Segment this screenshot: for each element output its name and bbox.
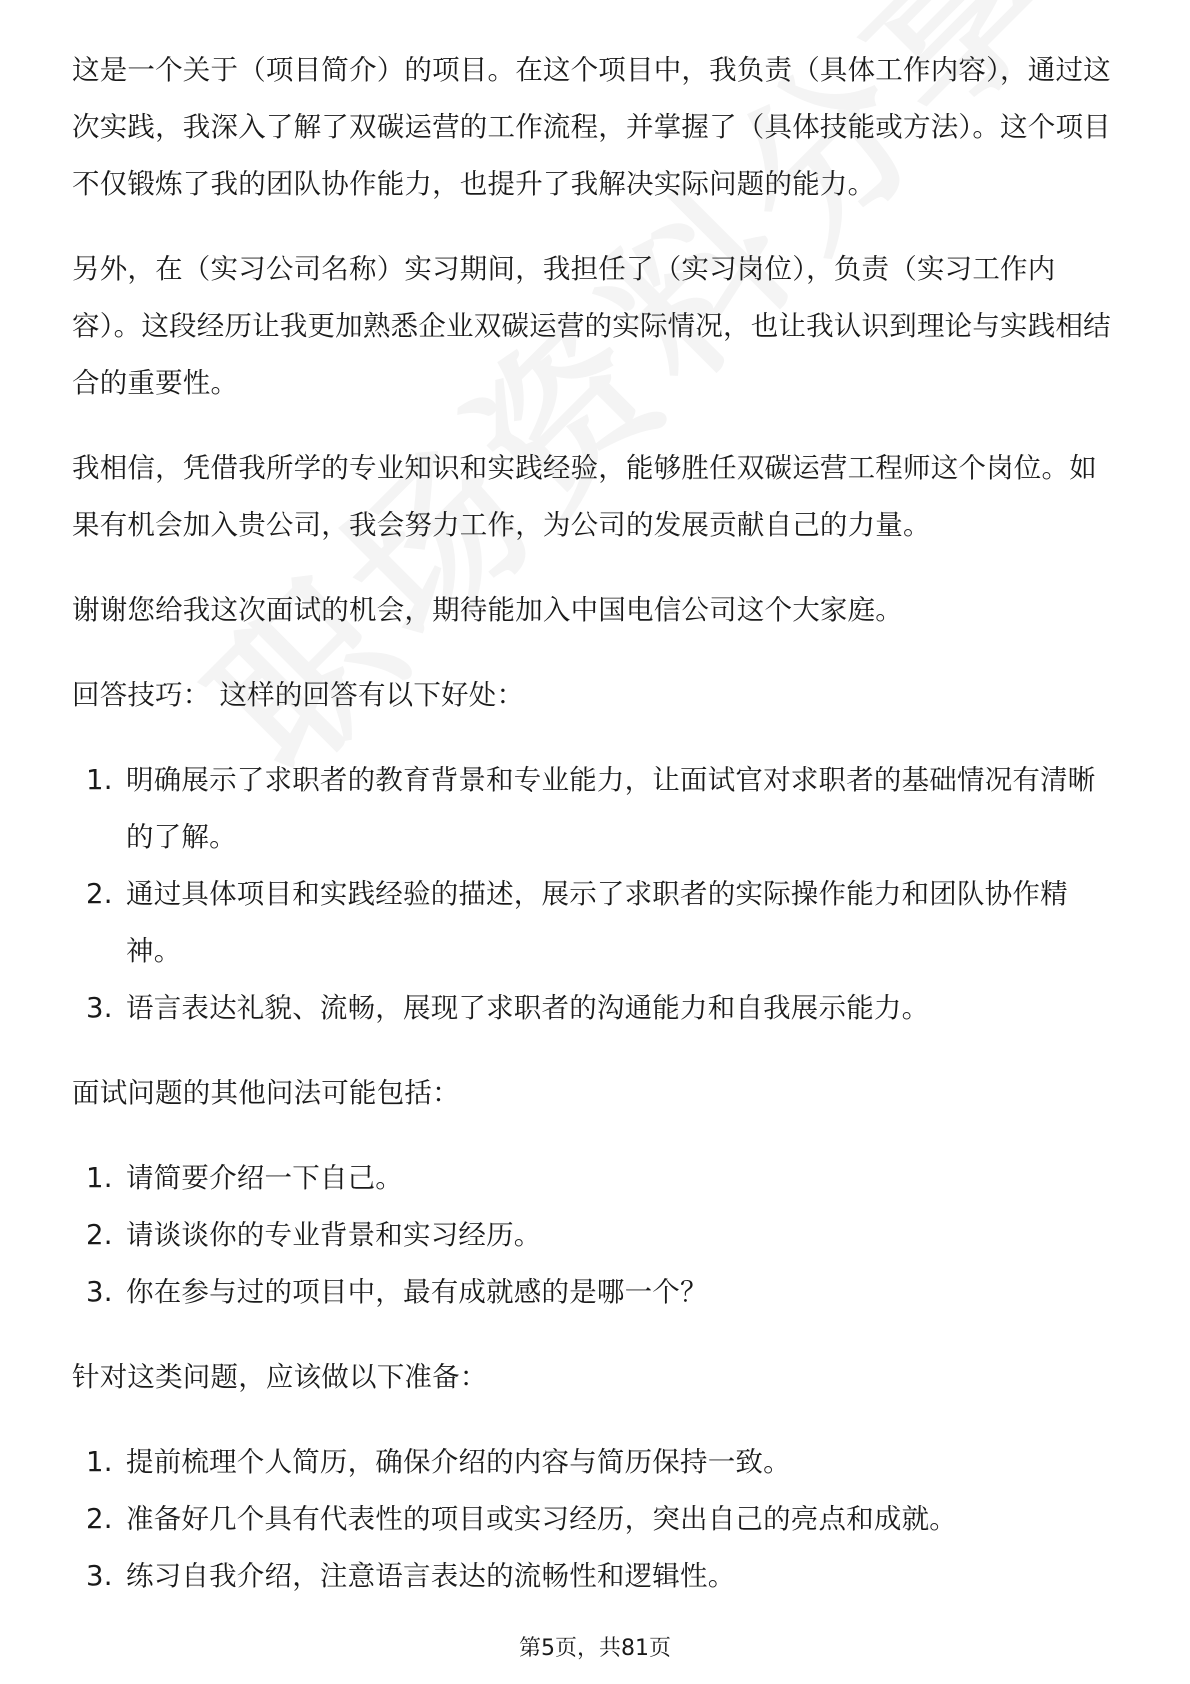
list-item [72,866,1122,980]
preparation-list [72,1434,1122,1605]
list-number: 2. [86,878,113,910]
paragraph-confidence: 我相信，凭借我所学的专业知识和实践经验，能够胜任双碳运营工程师这个岗位。如果有机会加入贵公司，我会努力工作，为公司的发展贡献自己的力量。 [72,452,1097,541]
list-text: 语言表达礼貌、流畅，展现了求职者的沟通能力和自我展示能力。 [126,992,930,1024]
paragraph-project: 这是一个关于（项目简介）的项目。在这个项目中，我负责（具体工作内容），通过这次实践，我深入了解了双碳运营的工作流程，并掌握了（具体技能或方法）。这个项目不仅锻炼了我的团队协作能力，也提升了我解决实际问题的能力。 [72,54,1111,200]
list-text: 你在参与过的项目中，最有成就感的是哪一个？ [126,1276,708,1308]
list-number: 1. [86,1446,113,1478]
list-item [72,1207,1122,1264]
list-number: 2. [86,1219,113,1251]
list-item [72,1434,1122,1491]
list-number: 3. [86,1560,113,1592]
list-item [72,1491,1122,1548]
list-number: 3. [86,992,113,1024]
tips-list [72,752,1122,1037]
list-text: 提前梳理个人简历，确保介绍的内容与简历保持一致。 [126,1446,791,1478]
list-item [72,1264,1122,1321]
list-text: 练习自我介绍，注意语言表达的流畅性和逻辑性。 [126,1560,736,1592]
list-number: 1. [86,764,113,796]
list-text: 通过具体项目和实践经验的描述，展示了求职者的实际操作能力和团队协作精神。 [126,878,1068,967]
list-text: 明确展示了求职者的教育背景和专业能力，让面试官对求职者的基础情况有清晰的了解。 [126,764,1096,853]
preparation-heading: 针对这类问题，应该做以下准备： [72,1361,488,1393]
list-number: 2. [86,1503,113,1535]
alt-questions-heading: 面试问题的其他问法可能包括： [72,1077,460,1109]
paragraph-internship: 另外，在（实习公司名称）实习期间，我担任了（实习岗位），负责（实习工作内容）。这段经历让我更加熟悉企业双碳运营的实际情况，也让我认识到理论与实践相结合的重要性。 [72,253,1111,399]
list-item [72,752,1122,866]
document-body [72,42,1122,1633]
list-text: 请简要介绍一下自己。 [126,1162,403,1194]
list-item [72,1548,1122,1605]
list-item [72,980,1122,1037]
list-text: 请谈谈你的专业背景和实习经历。 [126,1219,542,1251]
list-text: 准备好几个具有代表性的项目或实习经历，突出自己的亮点和成就。 [126,1503,957,1535]
list-item [72,1150,1122,1207]
page-number: 第5页，共81页 [519,1636,671,1661]
alt-questions-list [72,1150,1122,1321]
tips-heading: 回答技巧： 这样的回答有以下好处： [72,679,525,711]
list-number: 1. [86,1162,113,1194]
list-number: 3. [86,1276,113,1308]
paragraph-thanks: 谢谢您给我这次面试的机会，期待能加入中国电信公司这个大家庭。 [72,594,903,626]
